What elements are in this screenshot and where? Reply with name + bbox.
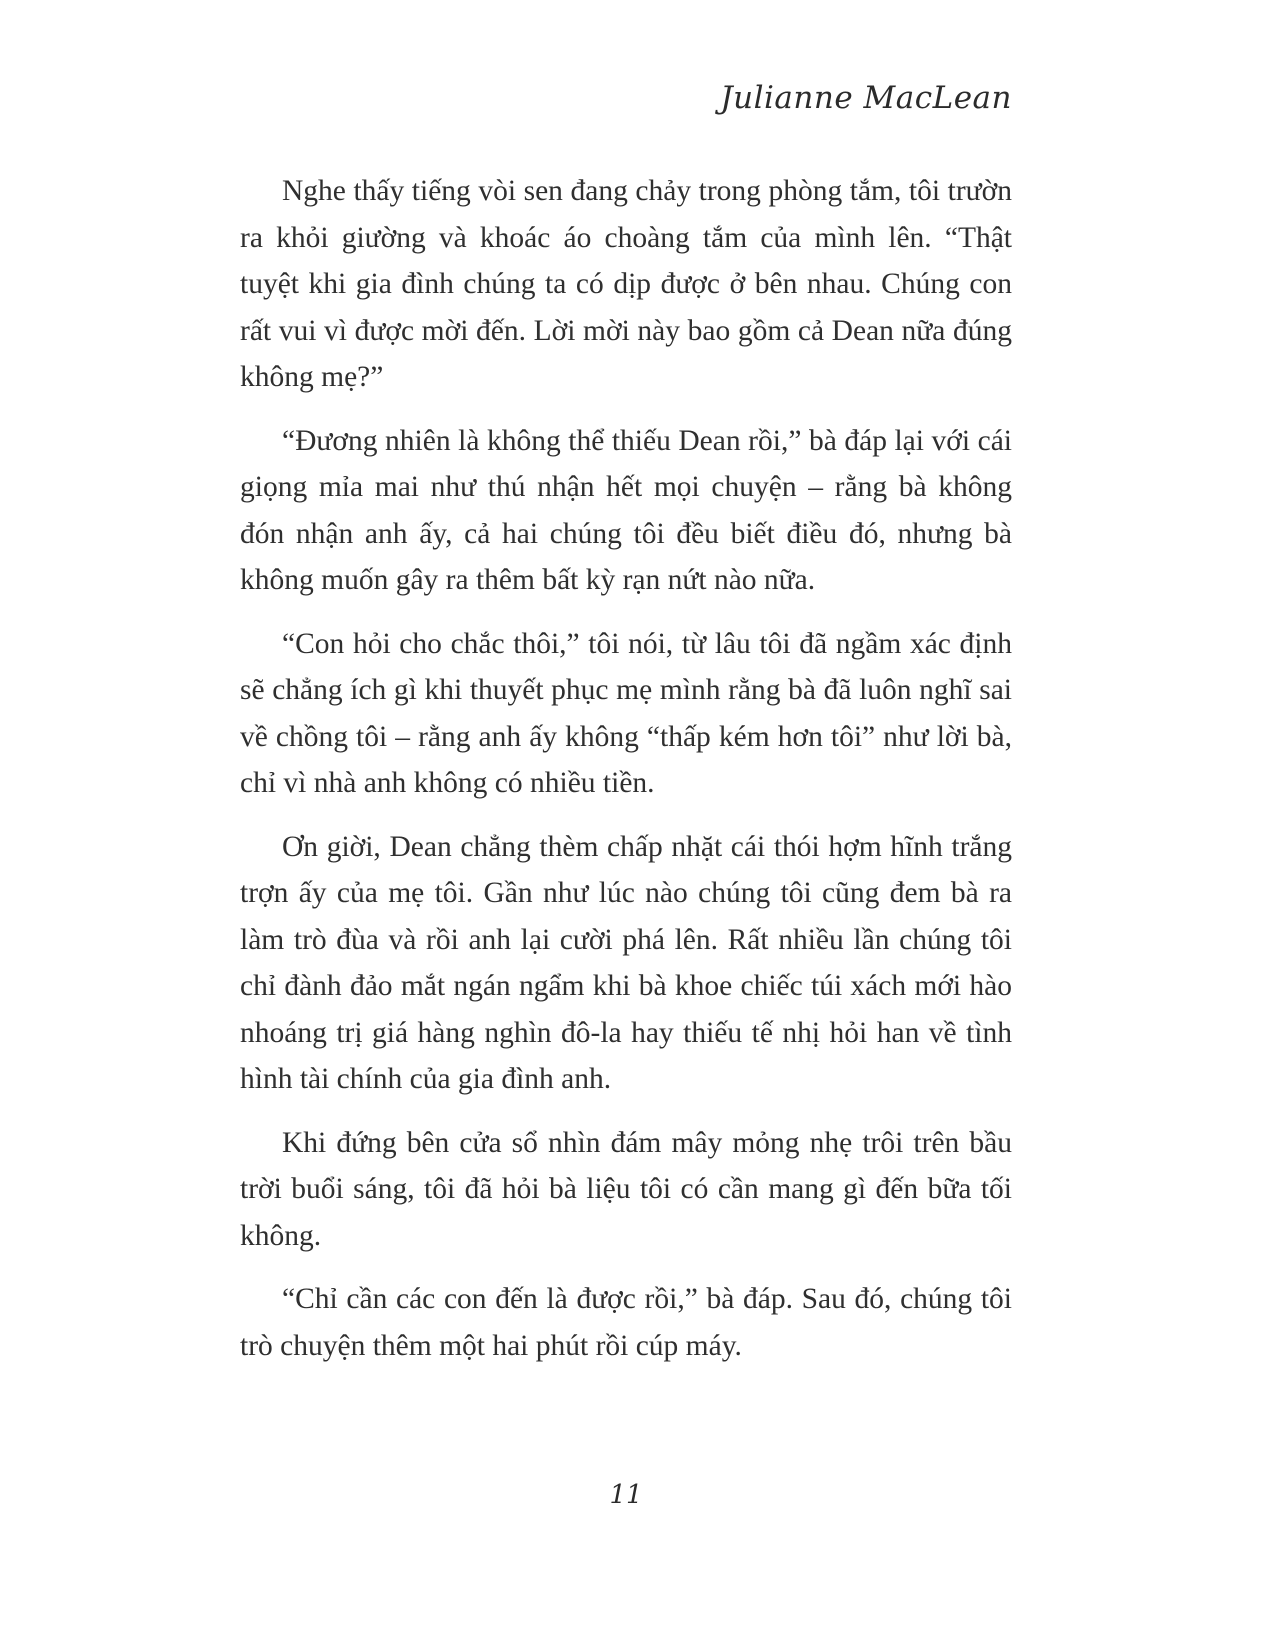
paragraph: “Đương nhiên là không thể thiếu Dean rồi,” bà đáp lại với cái giọng mỉa mai như thú nhận hết mọi chuyện – rằng bà không đón nhận anh ấy, cả hai chúng tôi đều biết điều đó, nhưng bà không muốn gây ra thêm bất kỳ rạn nứt nào nữa. bbox=[240, 424, 1012, 596]
paragraph: “Con hỏi cho chắc thôi,” tôi nói, từ lâu tôi đã ngầm xác định sẽ chẳng ích gì khi thuyết phục mẹ mình rằng bà đã luôn nghĩ sai về chồng tôi – rằng anh ấy không “thấp kém hơn tôi” như lời bà, chỉ vì nhà anh không có nhiều tiền. bbox=[240, 627, 1012, 799]
running-header-author: Julianne MacLean bbox=[720, 80, 1012, 116]
paragraph: Khi đứng bên cửa sổ nhìn đám mây mỏng nhẹ trôi trên bầu trời buổi sáng, tôi đã hỏi bà liệu tôi có cần mang gì đến bữa tối không. bbox=[240, 1126, 1012, 1252]
paragraph: Ơn giời, Dean chẳng thèm chấp nhặt cái thói hợm hĩnh trắng trợn ấy của mẹ tôi. Gần như lúc nào chúng tôi cũng đem bà ra làm trò đùa và rồi anh lại cười phá lên. Rất nhiều lần chúng tôi chỉ đành đảo mắt ngán ngẩm khi bà khoe chiếc túi xách mới hào nhoáng trị giá hàng nghìn đô-la hay thiếu tế nhị hỏi han về tình hình tài chính của gia đình anh. bbox=[240, 830, 1012, 1095]
paragraph: Nghe thấy tiếng vòi sen đang chảy trong phòng tắm, tôi trườn ra khỏi giường và khoác áo choàng tắm của mình lên. “Thật tuyệt khi gia đình chúng ta có dịp được ở bên nhau. Chúng con rất vui vì được mời đến. Lời mời này bao gồm cả Dean nữa đúng không mẹ?” bbox=[240, 175, 1012, 393]
body-text bbox=[240, 168, 1012, 1386]
page-number: 11 bbox=[609, 1480, 643, 1510]
paragraph: “Chỉ cần các con đến là được rồi,” bà đáp. Sau đó, chúng tôi trò chuyện thêm một hai phút rồi cúp máy. bbox=[240, 1283, 1012, 1362]
